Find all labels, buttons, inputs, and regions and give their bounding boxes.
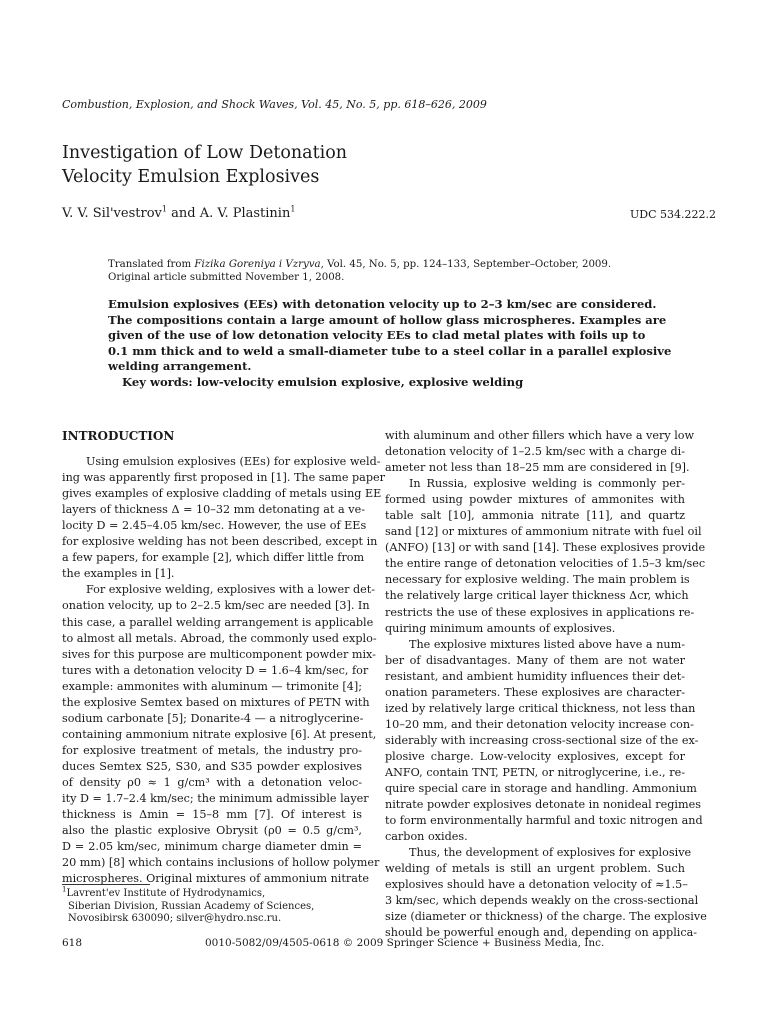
body-line: quire special care in storage and handling. Ammonium	[385, 782, 697, 796]
body-line: plosive charge. Low-velocity explosives, except for	[385, 749, 685, 763]
body-line: ANFO, contain TNT, PETN, or nitroglycerine, i.e., re-	[385, 765, 685, 779]
body-line: ized by relatively large critical thickness, not less than	[385, 701, 696, 715]
body-line: welding of metals is still an urgent problem. Such	[385, 862, 685, 876]
body-line: to form environmentally harmful and toxic nitrogen and	[385, 814, 703, 828]
body-line: resistant, and ambient humidity influences their det-	[385, 669, 685, 683]
body-line: D = 2.05 km/sec, minimum charge diameter dmin =	[62, 840, 362, 854]
body-line: (ANFO) [13] or with sand [14]. These explosives provide	[385, 541, 706, 555]
body-line: siderably with increasing cross-sectional size of the ex-	[385, 733, 699, 747]
body-line: this case, a parallel welding arrangement is applicable	[62, 615, 374, 629]
body-line: ing was apparently first proposed in [1]. The same paper	[62, 471, 385, 485]
body-line: restricts the use of these explosives in applications re-	[385, 605, 695, 619]
submission-date: Original article submitted November 1, 2008.	[108, 271, 345, 283]
udc-code: UDC 534.222.2	[630, 208, 716, 221]
copyright-line: 0010-5082/09/4505-0618 © 2009 Springer Science + Business Media, Inc.	[205, 937, 605, 949]
body-line: containing ammonium nitrate explosive [6]. At present,	[62, 727, 377, 741]
title-line: Investigation of Low Detonation	[62, 143, 348, 163]
body-line: 3 km/sec, which depends weakly on the cross-sectional	[385, 894, 699, 908]
body-line: with aluminum and other fillers which have a very low	[385, 429, 695, 442]
footnote	[62, 885, 362, 926]
body-line: example: ammonites with aluminum — trimonite [4];	[62, 679, 362, 693]
affiliation-marker: 1	[290, 204, 296, 214]
affiliation-text: Lavrent'ev Institute of Hydrodynamics,	[66, 888, 266, 899]
author-name: A. V. Plastinin	[199, 206, 291, 221]
author-name: V. V. Sil'vestrov	[62, 206, 162, 221]
author-separator: and	[166, 206, 200, 221]
journal-citation: Combustion, Explosion, and Shock Waves, Vol. 45, No. 5, pp. 618–626, 2009	[62, 98, 487, 111]
translation-note	[108, 259, 668, 284]
body-line: Thus, the development of explosives for explosive	[409, 846, 692, 860]
body-line: the entire range of detonation velocities of 1.5–3 km/sec	[385, 557, 706, 571]
footnote-marker: 1	[62, 885, 67, 894]
body-line: duces Semtex S25, S30, and S35 powder explosives	[62, 759, 362, 773]
body-line: tures with a detonation velocity D = 1.6–4 km/sec, for	[62, 663, 369, 677]
body-line: ity D = 1.7–2.4 km/sec; the minimum admissible layer	[62, 792, 369, 806]
footnote-line: Siberian Division, Russian Academy of Sciences,	[68, 900, 315, 912]
body-line: locity D = 2.45–4.05 km/sec. However, the use of EEs	[62, 519, 367, 533]
title-line: Velocity Emulsion Explosives	[62, 167, 320, 187]
body-line: table salt [10], ammonia nitrate [11], and quartz	[385, 509, 685, 523]
translated-details: , Vol. 45, No. 5, pp. 124–133, September–October, 2009.	[320, 259, 612, 270]
body-line: of density ρ0 ≈ 1 g/cm³ with a detonation veloc-	[62, 775, 362, 789]
body-line: For explosive welding, explosives with a lower det-	[86, 583, 376, 597]
body-line: should be powerful enough and, depending on applica-	[385, 926, 698, 940]
body-line: onation parameters. These explosives are character-	[385, 685, 685, 699]
body-line: necessary for explosive welding. The main problem is	[385, 573, 690, 587]
body-line: ameter not less than 18–25 mm are considered in [9].	[385, 461, 690, 475]
footnote-line: Novosibirsk 630090; silver@hydro.nsc.ru.	[68, 913, 282, 924]
body-line: the examples in [1].	[62, 567, 175, 581]
affiliation-marker: 1	[161, 204, 167, 214]
body-line: formed using powder mixtures of ammonites with	[385, 493, 685, 507]
abstract-line: The compositions contain a large amount of hollow glass microspheres. Examples are	[108, 312, 667, 327]
abstract-line: given of the use of low detonation velocity EEs to clad metal plates with foils up to	[108, 328, 646, 342]
body-line: thickness is Δmin = 15–8 mm [7]. Of interest is	[62, 808, 362, 822]
body-line: for explosive treatment of metals, the industry pro-	[62, 743, 362, 757]
body-line: a few papers, for example [2], which differ little from	[62, 551, 365, 565]
body-line: quiring minimum amounts of explosives.	[385, 621, 616, 635]
original-journal-name: Fizika Goreniya i Vzryva	[194, 259, 321, 270]
body-line: explosives should have a detonation velocity of ≈1.5–	[385, 878, 688, 892]
author-list	[62, 206, 512, 221]
left-column-text	[62, 454, 385, 887]
abstract-line: 0.1 mm thick and to weld a small-diameter tube to a steel collar in a parallel explosive	[108, 343, 672, 358]
body-line: The explosive mixtures listed above have a num-	[409, 637, 685, 651]
page-number: 618	[62, 937, 83, 949]
right-column	[385, 428, 707, 942]
footnote-rule	[62, 884, 150, 885]
body-line: nitrate powder explosives detonate in nonideal regimes	[385, 798, 701, 812]
body-line: for explosive welding has not been described, except in	[62, 535, 378, 549]
body-line: carbon oxides.	[385, 830, 468, 844]
body-line: detonation velocity of 1–2.5 km/sec with a charge di-	[385, 445, 685, 459]
body-line: sand [12] or mixtures of ammonium nitrate with fuel oil	[385, 525, 702, 539]
body-line: the relatively large critical layer thickness Δcr, which	[385, 589, 689, 603]
translated-from-line	[108, 259, 668, 272]
key-words: Key words: low-velocity emulsion explosive, explosive welding	[122, 374, 524, 389]
abstract-line: welding arrangement.	[108, 359, 252, 373]
body-line: 20 mm) [8] which contains inclusions of hollow polymer	[62, 856, 380, 870]
abstract-line: Emulsion explosives (EEs) with detonation velocity up to 2–3 km/sec are considered.	[108, 297, 657, 311]
footnote-line	[62, 885, 362, 901]
body-line: In Russia, explosive welding is commonly per-	[409, 477, 685, 491]
body-line: ber of disadvantages. Many of them are not water	[385, 653, 685, 667]
body-line: layers of thickness Δ = 10–32 mm detonating at a ve-	[62, 503, 365, 517]
body-line: sives for this purpose are multicomponent powder mix-	[62, 647, 376, 661]
body-line: onation velocity, up to 2–2.5 km/sec are needed [3]. In	[62, 599, 370, 613]
body-line: size (diameter or thickness) of the charge. The explosive	[385, 910, 707, 924]
left-column	[62, 428, 385, 887]
body-line: microspheres. Original mixtures of ammonium nitrate	[62, 872, 370, 886]
translated-prefix: Translated from	[108, 259, 195, 270]
body-line: sodium carbonate [5]; Donarite-4 — a nitroglycerine-	[62, 711, 364, 725]
article-title	[62, 141, 562, 189]
body-line: the explosive Semtex based on mixtures of PETN with	[62, 695, 370, 709]
body-line: 10–20 mm, and their detonation velocity increase con-	[385, 717, 694, 731]
body-line: also the plastic explosive Obrysit (ρ0 = 0.5 g/cm³,	[62, 824, 362, 838]
body-line: Using emulsion explosives (EEs) for explosive weld-	[86, 455, 381, 469]
body-line: to almost all metals. Abroad, the commonly used explo-	[62, 631, 377, 645]
abstract	[108, 297, 672, 390]
right-column-text	[385, 428, 707, 942]
section-heading: INTRODUCTION	[62, 429, 175, 443]
body-line: gives examples of explosive cladding of metals using EE	[62, 487, 382, 501]
